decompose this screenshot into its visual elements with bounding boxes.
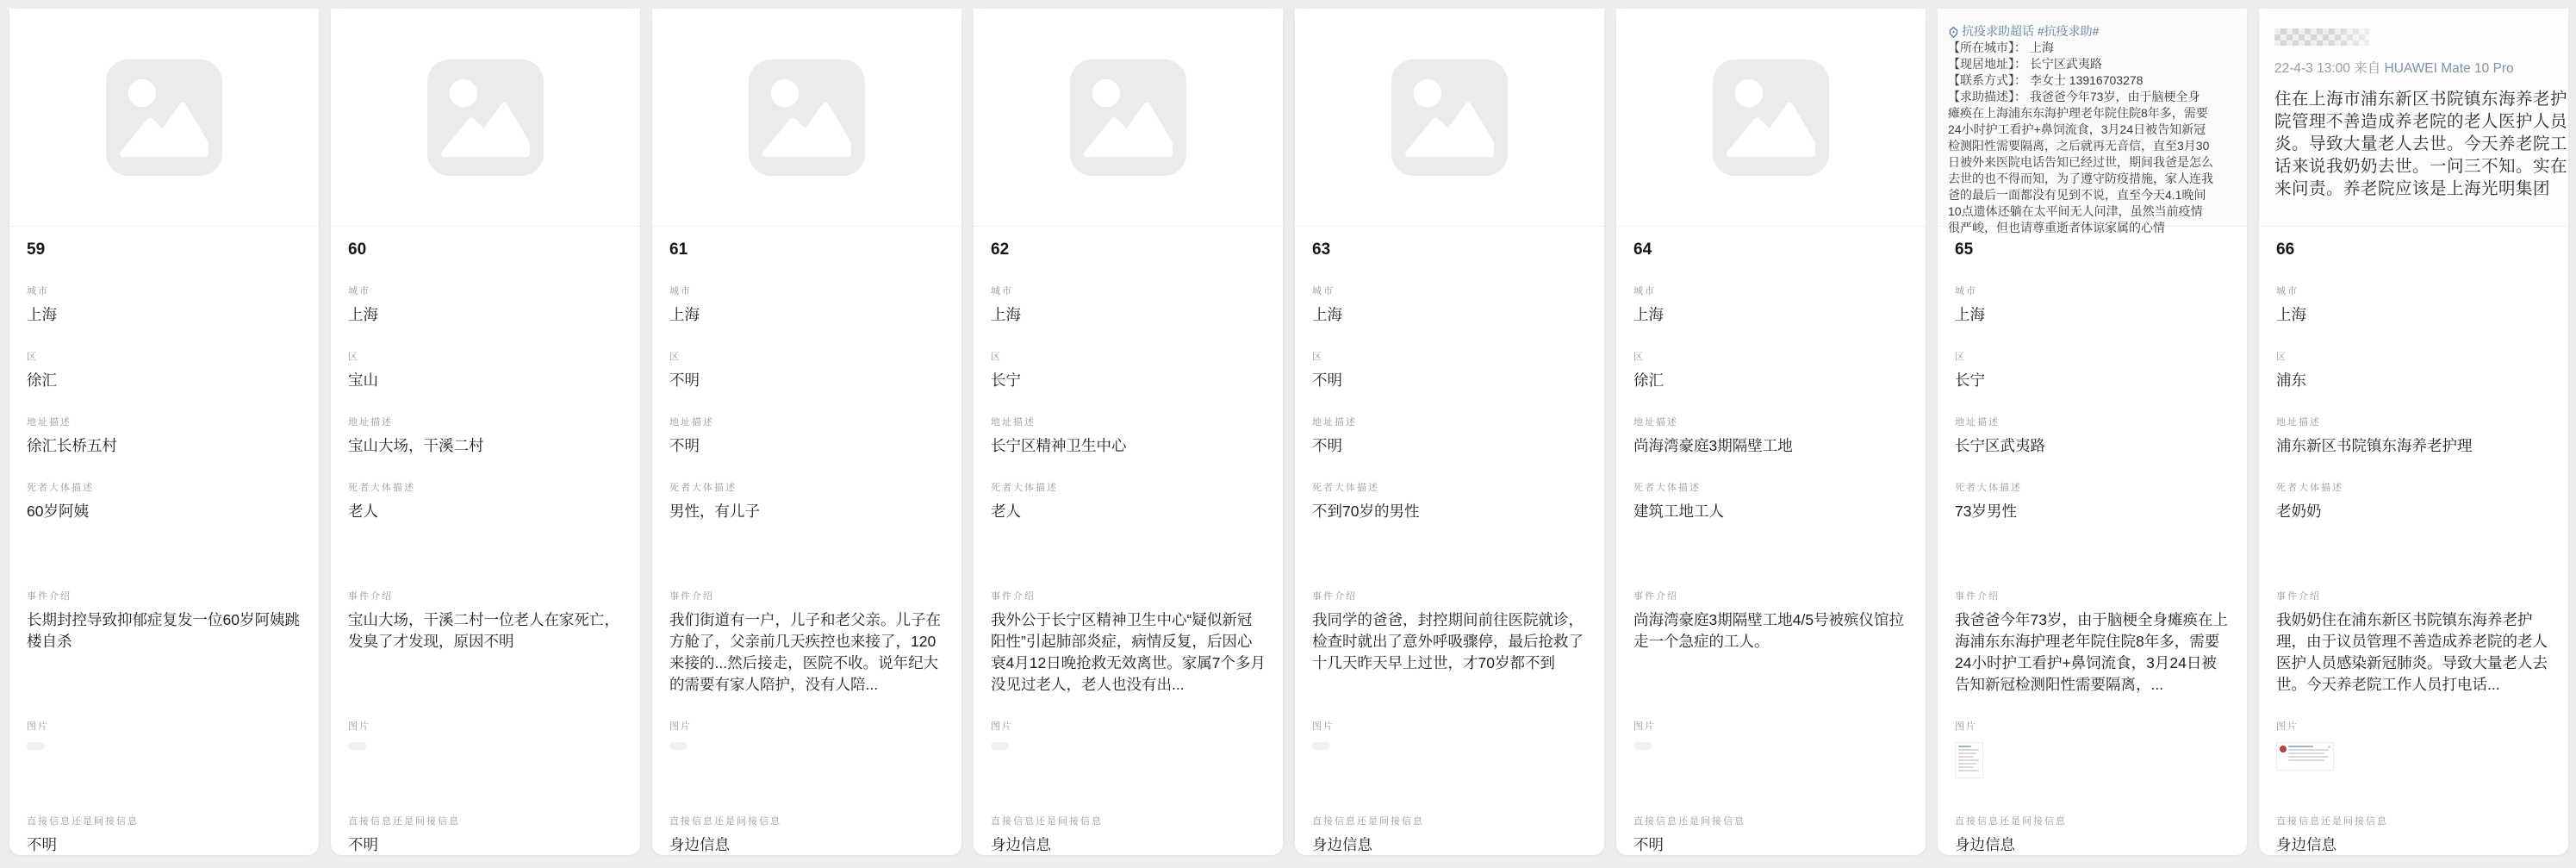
field-value-district: 徐汇 (1633, 372, 1664, 389)
field-address (1955, 417, 2230, 457)
field-value-direct: 身边信息 (2276, 836, 2336, 853)
field-value-city: 上海 (1955, 306, 1985, 323)
image-placeholder-icon (749, 59, 865, 176)
image-placeholder-chip (669, 742, 688, 750)
field-label-district: 区 (1955, 352, 1966, 362)
card-body (652, 227, 961, 868)
field-value-address: 长宁区精神卫生中心 (991, 437, 1127, 454)
field-address (669, 417, 944, 457)
field-label-deceased: 死者大体描述 (1312, 483, 1379, 493)
card-body (1295, 227, 1604, 868)
field-label-event: 事件介绍 (348, 591, 393, 602)
field-address (1633, 417, 1908, 457)
field-label-direct: 直接信息还是间接信息 (348, 816, 460, 827)
field-district (1312, 352, 1587, 391)
field-direct (1312, 816, 1587, 856)
field-city (27, 286, 302, 326)
record-card[interactable] (2258, 8, 2569, 856)
field-value-deceased: 老奶奶 (2276, 503, 2322, 520)
weibo-post-line: 院管理不善造成养老院的老人医护人员 (2274, 112, 2568, 131)
field-event (1633, 591, 1908, 696)
field-label-district: 区 (669, 352, 681, 362)
card-number: 62 (991, 240, 1010, 259)
image-attachment-area (1312, 742, 1587, 790)
field-image (1955, 721, 2230, 790)
field-label-address: 地址描述 (27, 417, 72, 428)
field-value-address: 浦东新区书院镇东海养老护理 (2276, 437, 2473, 454)
field-value-city: 上海 (991, 306, 1021, 323)
field-value-deceased: 老人 (348, 503, 378, 520)
field-image (1633, 721, 1908, 790)
field-value-deceased: 建筑工地工人 (1633, 503, 1724, 520)
field-value-address: 徐汇长桥五村 (27, 437, 117, 454)
field-deceased (669, 483, 944, 565)
field-label-deceased: 死者大体描述 (1955, 483, 2022, 493)
field-label-event: 事件介绍 (1955, 591, 2000, 602)
card-cover (1616, 9, 1926, 227)
field-image (991, 721, 1266, 790)
field-deceased (348, 483, 623, 565)
help-post-line: 很严峻，但也请尊重逝者体谅家属的心情 (1948, 221, 2165, 234)
field-deceased (1955, 483, 2230, 565)
field-label-district: 区 (1312, 352, 1323, 362)
field-value-city: 上海 (1312, 306, 1342, 323)
field-label-district: 区 (27, 352, 38, 362)
field-image (669, 721, 944, 790)
image-placeholder-chip (27, 742, 45, 750)
field-event (1312, 591, 1587, 696)
image-placeholder-icon (427, 59, 544, 176)
image-attachment-area (991, 742, 1266, 790)
help-post-line: 爸的最后一面都没有见到不说，直至今天4.1晚间 (1948, 188, 2206, 202)
field-label-deceased: 死者大体描述 (669, 483, 737, 493)
field-label-city: 城市 (1633, 286, 1656, 297)
field-label-address: 地址描述 (348, 417, 393, 428)
record-card[interactable] (330, 8, 641, 856)
field-district (348, 352, 623, 391)
image-placeholder-chip (991, 742, 1009, 750)
field-label-address: 地址描述 (1955, 417, 2000, 428)
field-label-deceased: 死者大体描述 (27, 483, 94, 493)
field-label-address: 地址描述 (669, 417, 714, 428)
help-post-line: 【现居地址】： 长宁区武夷路 (1948, 57, 2102, 71)
field-value-direct: 身边信息 (991, 836, 1051, 853)
image-attachment-area (1633, 742, 1908, 790)
field-city (1955, 286, 2230, 326)
image-attachment-area (348, 742, 623, 790)
field-city (2276, 286, 2551, 326)
field-value-event: 尚海湾豪庭3期隔壁工地4/5号被殡仪馆拉走一个急症的工人。 (1633, 611, 1905, 650)
field-event (2276, 591, 2551, 696)
weibo-post-line: 炎。导致大量老人去世。今天养老院工 (2274, 134, 2568, 153)
field-direct (1633, 816, 1908, 856)
field-image (27, 721, 302, 790)
field-address (348, 417, 623, 457)
field-value-city: 上海 (27, 306, 57, 323)
field-value-deceased: 男性，有儿子 (669, 503, 760, 520)
help-post-line: 日被外来医院电话告知已经过世，期间我爸是怎么 (1948, 155, 2213, 169)
image-placeholder-chip (348, 742, 366, 750)
field-label-event: 事件介绍 (1312, 591, 1357, 602)
field-district (669, 352, 944, 391)
field-label-deceased: 死者大体描述 (1633, 483, 1701, 493)
card-body (1938, 227, 2247, 868)
card-body (1616, 227, 1926, 868)
record-card[interactable] (973, 8, 1284, 856)
field-label-direct: 直接信息还是间接信息 (991, 816, 1103, 827)
card-number: 65 (1955, 240, 1974, 259)
field-label-district: 区 (2276, 352, 2287, 362)
attachment-thumbnail[interactable] (1955, 742, 1983, 778)
field-city (348, 286, 623, 326)
card-cover (331, 9, 640, 227)
image-placeholder-chip (1312, 742, 1330, 750)
field-event (348, 591, 623, 696)
field-label-address: 地址描述 (991, 417, 1036, 428)
field-label-city: 城市 (1312, 286, 1335, 297)
cover-image-weibo-post[interactable] (2259, 9, 2568, 226)
field-value-direct: 不明 (348, 836, 378, 853)
field-label-city: 城市 (27, 286, 49, 297)
card-number: 64 (1633, 240, 1652, 259)
field-district (27, 352, 302, 391)
avatar-icon (2280, 746, 2287, 752)
help-post-line: 【所在城市】： 上海 (1948, 41, 2054, 54)
help-post-line: 瘫痪在上海浦东东海护理老年院住院8年多，需要 (1948, 106, 2208, 120)
card-number: 60 (348, 240, 367, 259)
field-district (1633, 352, 1908, 391)
field-value-district: 长宁 (991, 372, 1021, 389)
field-label-address: 地址描述 (2276, 417, 2321, 428)
field-address (27, 417, 302, 457)
image-placeholder-chip (1633, 742, 1652, 750)
field-value-address: 宝山大场，干溪二村 (348, 437, 484, 454)
field-value-event: 宝山大场，干溪二村一位老人在家死亡，发臭了才发现，原因不明 (348, 611, 619, 650)
field-value-address: 不明 (669, 437, 700, 454)
image-placeholder-icon (1070, 59, 1186, 176)
field-value-deceased: 老人 (991, 503, 1021, 520)
field-city (1633, 286, 1908, 326)
image-attachment-area (669, 742, 944, 790)
field-image (2276, 721, 2551, 790)
field-direct (27, 816, 302, 856)
field-value-event: 长期封控导致抑郁症复发一位60岁阿姨跳楼自杀 (27, 611, 300, 650)
device-name: HUAWEI Mate 10 Pro (2384, 61, 2514, 76)
field-value-event: 我外公于长宁区精神卫生中心“疑似新冠阳性”引起肺部炎症，病情反复，后因心衰4月12日晚抢救无效离世。家属7个多月没见过老人，老人也没有出... (991, 611, 1266, 693)
field-city (669, 286, 944, 326)
card-number: 61 (669, 240, 688, 259)
field-label-event: 事件介绍 (27, 591, 72, 602)
weibo-post-line: 话来说我奶奶去世。一问三不知。实在 (2274, 157, 2568, 176)
field-label-address: 地址描述 (1633, 417, 1678, 428)
field-deceased (2276, 483, 2551, 565)
help-post-line: 24小时护工看护+鼻饲流食，3月24日被告知新冠 (1948, 122, 2206, 136)
card-cover (1295, 9, 1604, 227)
help-post-line: 去世的也不得而知，为了遵守防疫措施，家人连我 (1948, 172, 2213, 185)
field-value-deceased: 60岁阿姨 (27, 503, 89, 520)
field-label-event: 事件介绍 (1633, 591, 1678, 602)
card-number: 59 (27, 240, 46, 259)
field-event (669, 591, 944, 696)
field-event (1955, 591, 2230, 696)
attachment-thumbnail[interactable] (2276, 742, 2334, 771)
field-value-city: 上海 (348, 306, 378, 323)
redacted-username (2274, 28, 2369, 46)
help-post-line: 【求助描述】： 我爸爸今年73岁，由于脑梗全身 (1948, 90, 2200, 103)
field-value-event: 我同学的爸爸，封控期间前往医院就诊，检查时就出了意外呼吸骤停，最后抢救了十几天昨天早上过世，才70岁都不到 (1312, 611, 1584, 671)
field-value-district: 宝山 (348, 372, 378, 389)
field-label-city: 城市 (991, 286, 1013, 297)
image-placeholder-icon (106, 59, 222, 176)
field-label-image: 图片 (1312, 721, 1335, 732)
field-city (991, 286, 1266, 326)
card-cover (652, 9, 961, 227)
more-icon (2328, 746, 2330, 748)
field-value-direct: 不明 (27, 836, 57, 853)
field-label-event: 事件介绍 (991, 591, 1036, 602)
field-label-image: 图片 (1633, 721, 1656, 732)
field-deceased (27, 483, 302, 565)
cover-image-help-post[interactable] (1938, 9, 2247, 234)
field-value-city: 上海 (669, 306, 700, 323)
image-placeholder-icon (1391, 59, 1508, 176)
record-card[interactable] (9, 8, 320, 856)
supertopic-icon (1948, 26, 1959, 37)
field-label-city: 城市 (348, 286, 370, 297)
image-attachment-area (2276, 742, 2551, 790)
field-district (991, 352, 1266, 391)
field-label-image: 图片 (2276, 721, 2299, 732)
field-image (348, 721, 623, 790)
field-label-direct: 直接信息还是间接信息 (1633, 816, 1745, 827)
help-post-line: 检测阳性需要隔离，之后就再无音信，直至3月30 (1948, 139, 2210, 153)
card-body (2259, 227, 2568, 868)
field-direct (991, 816, 1266, 856)
field-city (1312, 286, 1587, 326)
field-label-address: 地址描述 (1312, 417, 1357, 428)
field-label-direct: 直接信息还是间接信息 (669, 816, 781, 827)
field-value-city: 上海 (2276, 306, 2306, 323)
record-card[interactable] (1294, 8, 1605, 856)
field-district (1955, 352, 2230, 391)
field-label-deceased: 死者大体描述 (991, 483, 1058, 493)
field-address (1312, 417, 1587, 457)
supertopic-line (1948, 23, 2242, 40)
card-cover (9, 9, 319, 227)
field-deceased (991, 483, 1266, 565)
record-card[interactable] (1615, 8, 1926, 856)
field-value-district: 浦东 (2276, 372, 2306, 389)
field-value-address: 尚海湾豪庭3期隔壁工地 (1633, 437, 1793, 454)
field-label-city: 城市 (669, 286, 692, 297)
field-value-direct: 身边信息 (1312, 836, 1372, 853)
field-direct (1955, 816, 2230, 856)
field-label-district: 区 (991, 352, 1002, 362)
card-cover (2259, 9, 2568, 227)
card-number: 63 (1312, 240, 1331, 259)
field-event (991, 591, 1266, 696)
field-direct (2276, 816, 2551, 856)
field-label-deceased: 死者大体描述 (2276, 483, 2343, 493)
field-event (27, 591, 302, 696)
record-card[interactable] (651, 8, 962, 856)
field-deceased (1633, 483, 1908, 565)
card-body (974, 227, 1283, 868)
field-value-event: 我奶奶住在浦东新区书院镇东海养老护理，由于议员管理不善造成养老院的老人医护人员感染新冠肺炎。导致大量老人去世。今天养老院工作人员打电话... (2276, 611, 2548, 693)
field-label-district: 区 (1633, 352, 1645, 362)
field-district (2276, 352, 2551, 391)
help-post-line: 【联系方式】： 李女士 13916703278 (1948, 73, 2144, 87)
image-placeholder-icon (1713, 59, 1829, 176)
field-address (2276, 417, 2551, 457)
field-value-address: 不明 (1312, 437, 1342, 454)
field-label-event: 事件介绍 (669, 591, 714, 602)
field-label-image: 图片 (27, 721, 49, 732)
field-label-direct: 直接信息还是间接信息 (27, 816, 139, 827)
image-attachment-area (27, 742, 302, 790)
field-label-image: 图片 (348, 721, 370, 732)
field-image (1312, 721, 1587, 790)
weibo-post-line: 来问责。养老院应该是上海光明集团 (2274, 179, 2551, 198)
field-direct (669, 816, 944, 856)
field-value-event: 我爸爸今年73岁，由于脑梗全身瘫痪在上海浦东东海护理老年院住院8年多，需要24小时护工看护+鼻饲流食，3月24日被告知新冠检测阳性需要隔离，... (1955, 611, 2228, 693)
supertopic-text: 抗疫求助超话 #抗疫求助# (1962, 24, 2100, 38)
field-label-image: 图片 (669, 721, 692, 732)
field-value-event: 我们街道有一户，儿子和老父亲。儿子在方舱了，父亲前几天疾控也来接了，120来接的...然后接走，医院不收。说年纪大的需要有家人陪护，没有人陪... (669, 611, 941, 693)
field-address (991, 417, 1266, 457)
field-value-district: 不明 (1312, 372, 1342, 389)
card-body (9, 227, 319, 868)
field-direct (348, 816, 623, 856)
field-value-direct: 不明 (1633, 836, 1664, 853)
card-cover (974, 9, 1283, 227)
field-value-direct: 身边信息 (669, 836, 730, 853)
card-number: 66 (2276, 240, 2295, 259)
image-attachment-area (1955, 742, 2230, 790)
field-value-direct: 身边信息 (1955, 836, 2015, 853)
field-label-district: 区 (348, 352, 359, 362)
field-value-district: 徐汇 (27, 372, 57, 389)
field-value-deceased: 73岁男性 (1955, 503, 2017, 520)
weibo-post-line: 住在上海市浦东新区书院镇东海养老护 (2274, 90, 2568, 109)
record-card[interactable] (1937, 8, 2248, 856)
field-label-city: 城市 (2276, 286, 2299, 297)
card-cover (1938, 9, 2247, 234)
field-value-district: 长宁 (1955, 372, 1985, 389)
field-label-direct: 直接信息还是间接信息 (1312, 816, 1424, 827)
field-deceased (1312, 483, 1587, 565)
card-body (331, 227, 640, 868)
field-label-image: 图片 (991, 721, 1013, 732)
field-value-deceased: 不到70岁的男性 (1312, 503, 1420, 520)
field-value-address: 长宁区武夷路 (1955, 437, 2045, 454)
field-value-district: 不明 (669, 372, 700, 389)
field-label-direct: 直接信息还是间接信息 (1955, 816, 2067, 827)
field-label-city: 城市 (1955, 286, 1977, 297)
field-label-image: 图片 (1955, 721, 1977, 732)
help-post-line: 10点遗体还躺在太平间无人问津，虽然当前疫情 (1948, 204, 2203, 218)
post-timestamp: 22-4-3 13:00 来自 HUAWEI Mate 10 Pro (2274, 61, 2514, 76)
field-label-event: 事件介绍 (2276, 591, 2321, 602)
field-label-deceased: 死者大体描述 (348, 483, 415, 493)
field-label-direct: 直接信息还是间接信息 (2276, 816, 2388, 827)
field-value-city: 上海 (1633, 306, 1664, 323)
